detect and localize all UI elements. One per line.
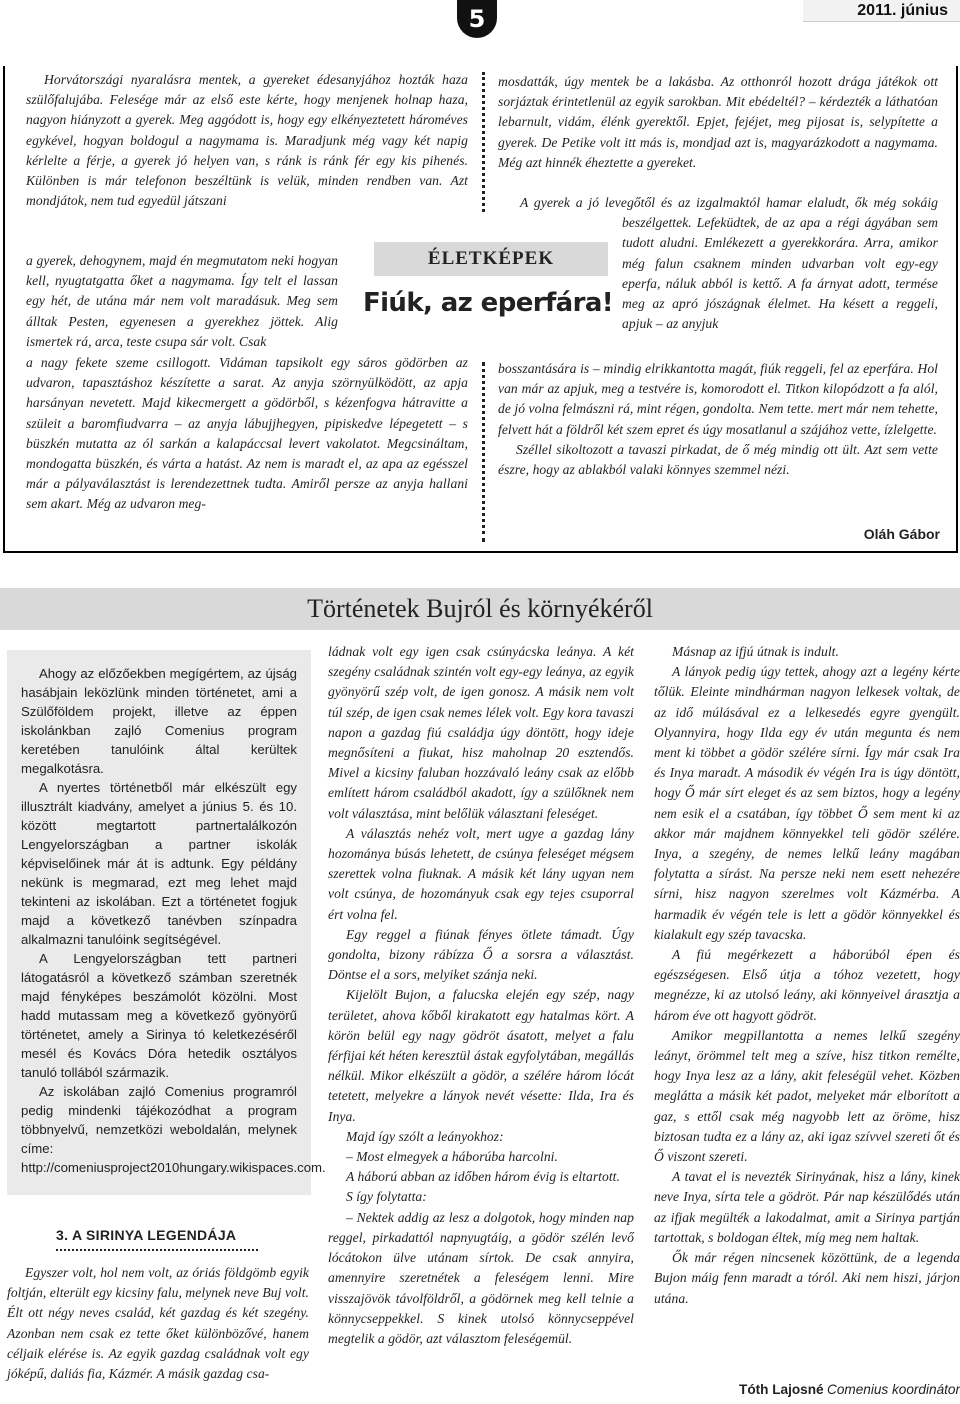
article1-paragraph: mosdatták, úgy mentek be a lakásba. Az otthonról hozott drága játékok ott sorjáztak érintetlenül az egyik sarokban. Mit ebédeltél? – kérdezték a láthatóan lebarnult, vidám, élénk gyerektől. Epjet, fejéjet, meg pijosat is, selypítette a gyerek. De Petike volt itt más is, mondjad azt is, magyarázkodott a nagymama. Még azt hinnék éheztette a gyereket. (498, 74, 938, 170)
article1-left-top (26, 70, 468, 211)
intro-box (7, 650, 326, 1195)
legend-signature (640, 1382, 960, 1398)
signature-role: Comenius koordinátor (827, 1382, 960, 1397)
legend-paragraph: A tavat el is nevezték Sirinyának, hisz a lány, kinek neve Inya, sírta tele a gödröt. Pár nap készülődés után az ifjak megülték a lakodalmat, amit a Sirinya partján tartottak, s boldogan éltek, míg meg nem haltak. (654, 1169, 960, 1245)
article-headline: Fiúk, az eperfára! (362, 288, 614, 318)
signature-name: Tóth Lajosné (739, 1382, 824, 1397)
legend-paragraph: Egy reggel a fiúnak fényes ötlete támadt. Úgy gondolta, bizony rábízza Ő a sorsra a választást. Döntse el a sors, melyiket szánja neki. (328, 926, 634, 983)
column-separator (482, 72, 485, 212)
article1-right-wrap (520, 193, 938, 334)
legend-col1 (7, 1263, 309, 1384)
legend-paragraph: Egyszer volt, hol nem volt, az óriás földgömb egyik foltján, elterült egy kicsiny falu, melynek neve Buj volt. Élt ott négy neves család, két gazdag és két szegény. Azonban nem csak ez tette őket különbözővé, hanem céljaik elérése is. Az egyik gazdag családnak volt egy jóképű, daliás fia, Kázmér. A másik gazdag csa- (7, 1265, 309, 1382)
legend-paragraph: S így folytatta: (346, 1189, 427, 1205)
article1-paragraph: a gyerek, dehogynem, majd én megmutatom neki hogyan kell, nyugtatgatta őket a nagymama. Így telt el lassan egy hét, de utána már nem volt maradásuk. Meg sem álltak Pesten, egyenesen a gyerekhez jöttek. Alig ismertek rá, arca, teste csupa sár volt. Csak (26, 253, 338, 349)
column-separator (482, 362, 485, 542)
legend-col3 (654, 642, 960, 1309)
article-kicker: ÉLETKÉPEK (374, 242, 608, 276)
article1-author: Oláh Gábor (863, 526, 940, 542)
legend-paragraph: Amikor megpillantotta a nemes lelkű szegény leányt, örömmel telt meg a szíve, hisz titkon remélte, hogy Inya lesz az a lány, akit feleségül vehet. Közben meglátta a másik két padot, melyeket már elborított a gaz, s ettől csak még nagyobb lett az öröme, hisz biztosan tudta ez a lány az, aki igaz szívvel szereti őt és Ő viszont szereti. (654, 1027, 960, 1165)
issue-date: 2011. június (803, 0, 960, 22)
article1-left-wrap (26, 251, 338, 352)
legend-paragraph: Másnap az ifjú útnak is indult. (672, 644, 839, 659)
article1-paragraph: Horvátországi nyaralásra mentek, a gyereket édesanyjához hozták haza szülőfalujába. Felesége már az első este kérte, hogy menjenek holnap haza, nagyon hiányzott a gyerek. Meg aggódott is, hogy egy elkényeztetett hároméves egykével, hogyan boldogul a nagymama is. Maradjunk még vagy két napig kérlelte a férje, a gyerek jó helyen van, s ránk is ránk fér egy kis pihenés. Különben is már telefonon beszéltünk is velük, minden rendben van. Azt mondjátok, nem tud egyedül játszani (26, 72, 468, 209)
article1-paragraph: bosszantására is – mindig elrikkantotta magát, fiúk reggeli, fel az eperfára. Hol van már az apjuk, meg a testvére is, komorodott el. Titkon kilopódzott a fa alól, de jó volna felmászni rá, mint régen, gondolta. Nem tette. mert már nem tehette, felvett hát a földről két szem epret és úgy mosatlanul a szájához vette, ízlelgette. (498, 361, 938, 437)
article1-paragraph: A gyerek a jó levegőtől és az izgalmaktól hamar elaludt, ők még sokáig beszélgettek. Lefeküdtek, de az apa a régi ágyában sem tudott aludni. Emlékezett a gyerekkorára. Arra, amikor még falun csaknem minden udvarban volt egy-egy eperfa, náluk abból is kettő. A fa árnyat adott, termése meg az apró jószágnak élelmet. Ha késett a reggeli, apjuk – az anyjuk (520, 195, 938, 332)
legend-paragraph: A lányok pedig úgy tettek, ahogy azt a legény kérte tőlük. Eleinte mindhárman nagyon lelkesek voltak, de az idő múlásával ez a lelkesedés egyre gyengült. Olyannyira, hogy Ilda egy év után megunta és nem ment ki többet a gödör szélére sírni. Így már csak Ira és Inya maradt. A második év végén Ira is úgy döntött, hogy Ő már sírt eleget és az sem biztos, hogy a legény nem esik el a csatában, így többet Ő sem ment ki az akkor már majdnem könnyekkel teli gödör szélére. Inya, a szegény, de nemes lelkű leány magában folytatta a sírást. Na persze neki nem esett nehezére sírni, hisz nagyon szerelmes volt Kázmérba. A harmadik év végén tele is lett a gödör könnyekkel és kialakult egy szép tavacska. (654, 664, 960, 942)
legend-paragraph: Majd így szólt a leányokhoz: (346, 1128, 504, 1144)
legend-col2 (328, 642, 634, 1349)
legend-paragraph: Ők már régen nincsenek közöttünk, de a legenda Bujon máig fenn maradt a tóról. Aki nem hiszi, járjon utána. (654, 1250, 960, 1306)
title-underline (56, 1249, 258, 1251)
article1-right-top (498, 72, 938, 173)
legend-paragraph: – Nektek addig az lesz a dolgotok, hogy minden nap reggel, pirkadattól napnyugtáig, a gödör szélén levő lócátokon ülve utánam sírtok. De csak annyira, amennyire szeretnétek a feleségem lenni. Mire visszajövök távolföldről, a gödörnek meg kell telnie a könnycseppekkel. S kinek utolsó könnycseppével megtelik a gödör, azt választom feleségemül. (328, 1209, 634, 1346)
legend-paragraph: A háború abban az időben három évig is eltartott. (346, 1169, 620, 1185)
article1-left-bottom (26, 353, 468, 515)
intro-paragraph: Ahogy az előzőekben megígértem, az újság hasábjain leközlünk minden történetet, ami a Szülőföldem projekt, illetve az éppen iskolánkban zajló Comenius program keretében tanulóink által kerültek megalkotásra. (21, 666, 297, 776)
article1-paragraph: Széllel sikoltozott a tavaszi pirkadat, de ő még mindig ott ült. Azt sem vette észre, hogy az ablakból valaki könnyes szemmel nézi. (498, 441, 938, 478)
legend-paragraph: – Most elmegyek a háborúba harcolni. (346, 1149, 558, 1165)
intro-paragraph: A Lengyelországban tett partneri látogatásról a következő számban szeretnék majd fényképes beszámolót közölni. Most hadd mutassam meg a következő gyönyörű történetet, amely a Sirinya tó keletkezéséről mesél és Kovács Dóra hetedik osztályos tanuló tollából származik. (21, 951, 297, 1080)
article1-paragraph: a nagy fekete szeme csillogott. Vidáman tapsikolt egy sáros gödörben az udvaron, tapasztáshoz készítette a sarat. Az anyja szörnyülködött, az apja harsányan nevetett. Majd kikecmergett a gödörből, s kézenfogva hátravitte a szüleit a baromfiudvarra – az anyja lábujjhegyen, pipiskedve lépegetett – s büszkén mutatta az ól sarkán a kalapáccsal levert vakolatot. Megcsináltam, mondogatta büszkén, és várta a hatást. Az nem is maradt el, az apa az egésszel már a pályaválasztást is lerendezettnek tudta. Amiről persze az anyja hallani sem akart. Még az udvaron meg- (26, 355, 468, 512)
legend-paragraph: A fiú megérkezett a háborúból épen és egészségesen. Első útja a tóhoz vezetett, hogy megnézze, ki az utolsó leány, aki könnyeivel árasztja a három éve ott hagyott gödröt. (654, 947, 960, 1023)
article1-right-bottom (498, 359, 938, 480)
intro-paragraph: A nyertes történetből már elkészült egy illusztrált kiadvány, amelyet a június 5. és 10. között megtartott partnertalálkozón Lengyelországban a partner iskolák képviselőinek már át is adtunk. Egy példány nekünk is megmarad, ezt meg lehet majd tekinteni az iskolában. Ezt a történetet fogjuk majd a következő tanévben színpadra alkalmazni tanulóink segítségével. (21, 780, 297, 947)
page-number: 5 (457, 0, 497, 38)
section-banner: Történetek Bujról és környékéről (0, 588, 960, 630)
legend-paragraph: ládnak volt egy igen csak csúnyácska leánya. A két szegény családnak szintén volt egy-egy leánya, az egyik gyönyörű szép volt, de igen gonosz. A másik nem volt túl szép, de igen csak nemes lélek volt. Egy kora tavaszi napon a gazdag fiú családja úgy döntött, hogy ideje megnősíteni a fiukat, hisz maholnap 20 esztendős. Mivel a kicsiny faluban hozzávaló leány csak az előbb említett három családból akadott, így a szülőknek nem volt választása, mint belőlük választani feleséget. (328, 644, 634, 821)
intro-paragraph: Az iskolában zajló Comenius programról pedig mindenki tájékozódhat a program többnyelvű, nemzetközi weboldalán, melynek címe: http://comeniusproject2010hungary.wikispaces.com. (21, 1084, 326, 1175)
legend-paragraph: Kijelölt Bujon, a falucska elején egy szép, nagy területet, ahova kőből kirakatott egy hatalmas kört. A körön belül egy nagy gödröt ásatott, melyet a falu férfijai két héten keresztül ástak egyfolytában, megállás nélkül. Mikor elkészült a gödör, a szélére három lócát tetetett, melyekre a lányok nevét vésette: Ilda, Ira és Inya. (328, 987, 634, 1124)
legend-title: 3. A SIRINYA LEGENDÁJA (56, 1227, 237, 1243)
legend-paragraph: A választás nehéz volt, mert ugye a gazdag lány hozománya búsás lehetett, de csúnya feleséget mégsem szerettek volna fiuknak. A másik két lány ugyan nem volt csúnya, de hozományuk csak egy tejes csuporral ért volna fel. (328, 825, 634, 922)
